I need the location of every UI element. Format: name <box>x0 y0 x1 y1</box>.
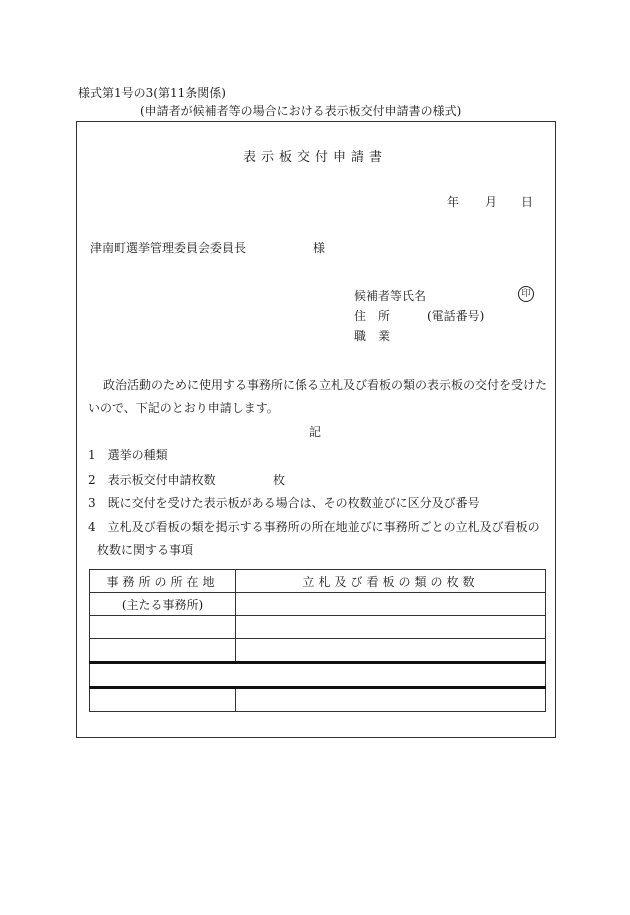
table-header-row <box>90 570 546 593</box>
item-2-unit: 枚 <box>273 473 286 487</box>
item-3: 3 既に交付を受けた表示板がある場合は、その枚数並びに区分及び番号 <box>88 496 480 510</box>
document-title: 表示板交付申請書 <box>242 150 387 165</box>
applicant-name-label: 候補者等氏名 <box>354 289 427 303</box>
occupation-label: 職 業 <box>354 329 391 343</box>
table-cell-main-office: (主たる事務所) <box>90 593 236 616</box>
date-day: 日 <box>521 195 534 209</box>
table-row <box>90 688 546 712</box>
table-cell <box>90 639 236 663</box>
seal-icon: 印 <box>518 286 534 302</box>
form-subtitle: (申請者が候補者等の場合における表示板交付申請書の様式) <box>140 104 462 118</box>
table-cell <box>236 639 546 663</box>
body-line-1: 政治活動のために使用する事務所に係る立札及び看板の類の表示板の交付を受けた <box>103 378 548 392</box>
table-cell <box>90 663 546 688</box>
table-row <box>90 593 546 616</box>
table-header-location: 事務所の所在地 <box>90 570 236 593</box>
item-1: 1 選挙の種類 <box>88 448 168 462</box>
item-4-line-1: 4 立札及び看板の類を掲示する事務所の所在地並びに事務所ごとの立札及び看板の <box>88 520 540 534</box>
phone-label: (電話番号) <box>427 309 485 323</box>
table-row <box>90 663 546 688</box>
table-cell <box>90 616 236 639</box>
table-header-count: 立札及び看板の類の枚数 <box>236 570 546 593</box>
address-label: 住 所 <box>354 309 391 323</box>
table-cell <box>90 688 236 712</box>
table-cell <box>236 688 546 712</box>
date-month: 月 <box>485 195 498 209</box>
body-line-2: いので、下記のとおり申請します。 <box>88 401 279 415</box>
office-table <box>89 569 546 712</box>
date-year: 年 <box>447 195 460 209</box>
item-2: 2 表示板交付申請枚数 <box>88 473 216 487</box>
table-cell <box>236 616 546 639</box>
table-row <box>90 639 546 663</box>
form-number: 様式第1号の3(第11条関係) <box>78 86 226 100</box>
table-cell <box>236 593 546 616</box>
table-row <box>90 616 546 639</box>
item-4-line-2: 枚数に関する事項 <box>97 543 194 557</box>
recipient: 津南町選挙管理委員会委員長 <box>90 241 247 255</box>
ki-label: 記 <box>308 425 321 439</box>
honorific: 様 <box>313 241 326 255</box>
